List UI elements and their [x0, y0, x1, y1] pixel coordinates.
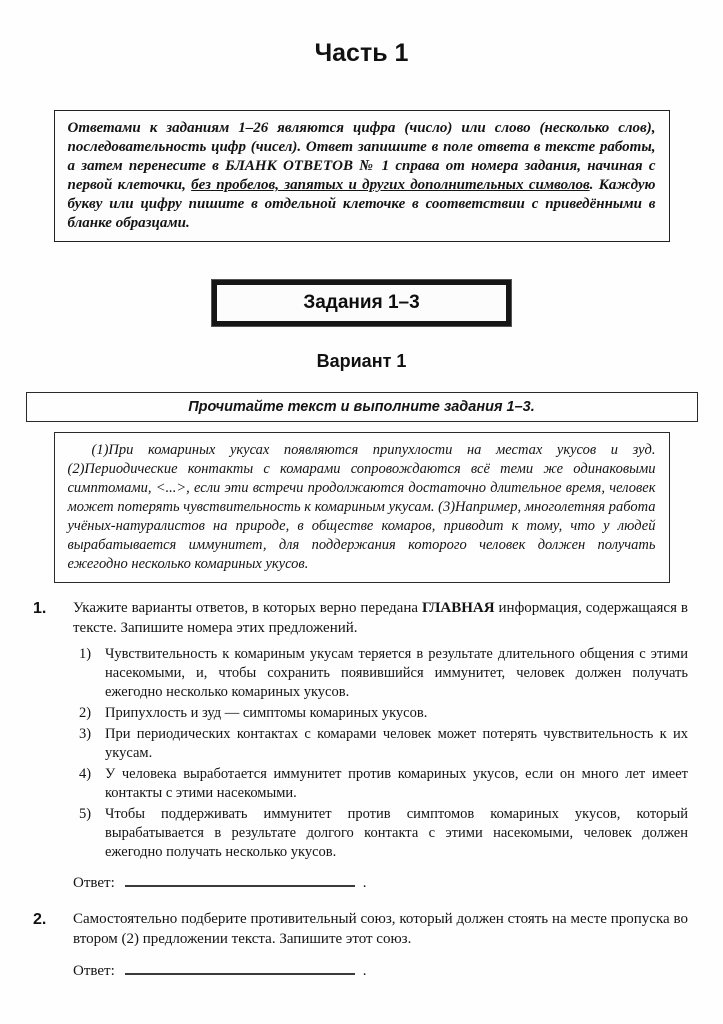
option-2-number: 2) — [79, 705, 92, 721]
task-1 — [0, 599, 723, 894]
option-2-text: Припухлость и зуд — симптомы комариных укусов. — [105, 705, 428, 721]
instructions-underlined-segment: без пробелов, запятых и других дополнительных символов — [191, 177, 590, 193]
tasks-banner-wrap — [0, 280, 723, 326]
tasks-banner-label: Задания 1–3 — [303, 292, 420, 313]
option-3-text: При периодических контактах с комарами человек может потерять чувствительность к их укусам. — [105, 726, 688, 761]
option-5-number: 5) — [79, 806, 92, 822]
instructions-box — [54, 110, 670, 242]
task-2-number: 2. — [33, 911, 47, 928]
option-3-number: 3) — [79, 726, 92, 742]
passage-box — [54, 432, 670, 583]
task-2-prompt: Самостоятельно подберите противительный союз, который должен стоять на месте пропуска во втором (2) предложении текста. Запишите этот союз. — [73, 911, 688, 947]
instructions-text — [68, 119, 656, 233]
option-5-text: Чтобы поддерживать иммунитет против симптомов комариных укусов, который вырабатывается в результате долгого контакта с этими насекомыми, человек должен ежегодно получать несколько укусов. — [105, 806, 688, 860]
page-title: Часть 1 — [314, 39, 409, 67]
task-2-body — [73, 910, 688, 982]
task-1-prompt-emphasis: ГЛАВНАЯ — [421, 600, 495, 616]
option-2 — [79, 704, 688, 723]
task-1-answer-suffix: . — [362, 875, 367, 891]
option-4 — [79, 765, 688, 803]
task-2-answer-row — [73, 962, 688, 982]
variant-title: Вариант 1 — [316, 351, 407, 371]
task-1-prompt-after: информация, содержащаяся в тексте. Запишите номера этих предложений. — [73, 600, 688, 636]
option-5 — [79, 805, 688, 862]
option-1-text: Чувствительность к комариным укусам теряется в результате длительного общения с этими насекомыми, и, чтобы сохранить появившийся иммунитет, человек должен получать ежегодно несколько комариных укусов. — [105, 646, 688, 700]
tasks-banner — [212, 280, 511, 326]
read-instruction-text: Прочитайте текст и выполните задания 1–3. — [188, 399, 535, 415]
task-2 — [0, 910, 723, 982]
option-3 — [79, 725, 688, 763]
task-1-prompt — [73, 599, 688, 638]
instructions-after-underline: . Каждую букву или цифру пишите в отдельной клеточке в соответствии с приведёнными в бланке образцами. — [67, 177, 656, 231]
task-1-answer-label: Ответ: — [73, 875, 115, 891]
option-1 — [79, 645, 688, 702]
task-2-answer-suffix: . — [362, 963, 367, 979]
passage-text: (1)При комариных укусах появляются припухлости на местах укусов и зуд. (2)Периодические контакты с комарами сопровождаются всё теми же одинаковыми симптомами, <...>, если эти встречи продолжаются достаточно длительное время, человек может потерять чувствительность к комариным укусам. (3)Например, многолетняя работа учёных-натуралистов на природе, в обществе комаров, приводит к тому, что у людей вырабатывается иммунитет, для поддержания которого человек должен получать ежегодно несколько комариных укусов. — [67, 442, 656, 572]
task-2-answer-line — [125, 962, 355, 975]
task-1-answer-row — [73, 874, 688, 894]
task-1-options — [73, 645, 688, 862]
task-1-prompt-before: Укажите варианты ответов, в которых верно передана — [73, 600, 422, 616]
option-4-number: 4) — [79, 766, 92, 782]
task-2-answer-label: Ответ: — [73, 963, 115, 979]
task-1-answer-line — [125, 874, 355, 887]
read-instruction-box — [26, 392, 698, 422]
option-4-text: У человека выработается иммунитет против комариных укусов, если он много лет имеет контакты с этими насекомыми. — [105, 766, 688, 801]
task-1-body — [73, 599, 688, 894]
option-1-number: 1) — [79, 646, 92, 662]
instructions-before-underline: Ответами к заданиям 1–26 являются цифра (число) или слово (несколько слов), последовательность цифр (чисел). Ответ запишите в поле ответа в тексте работы, а затем перенесите в БЛАНК ОТВЕТОВ № 1 справа от номера задания, начиная с первой клеточки, — [67, 120, 656, 193]
task-1-number: 1. — [33, 600, 47, 617]
